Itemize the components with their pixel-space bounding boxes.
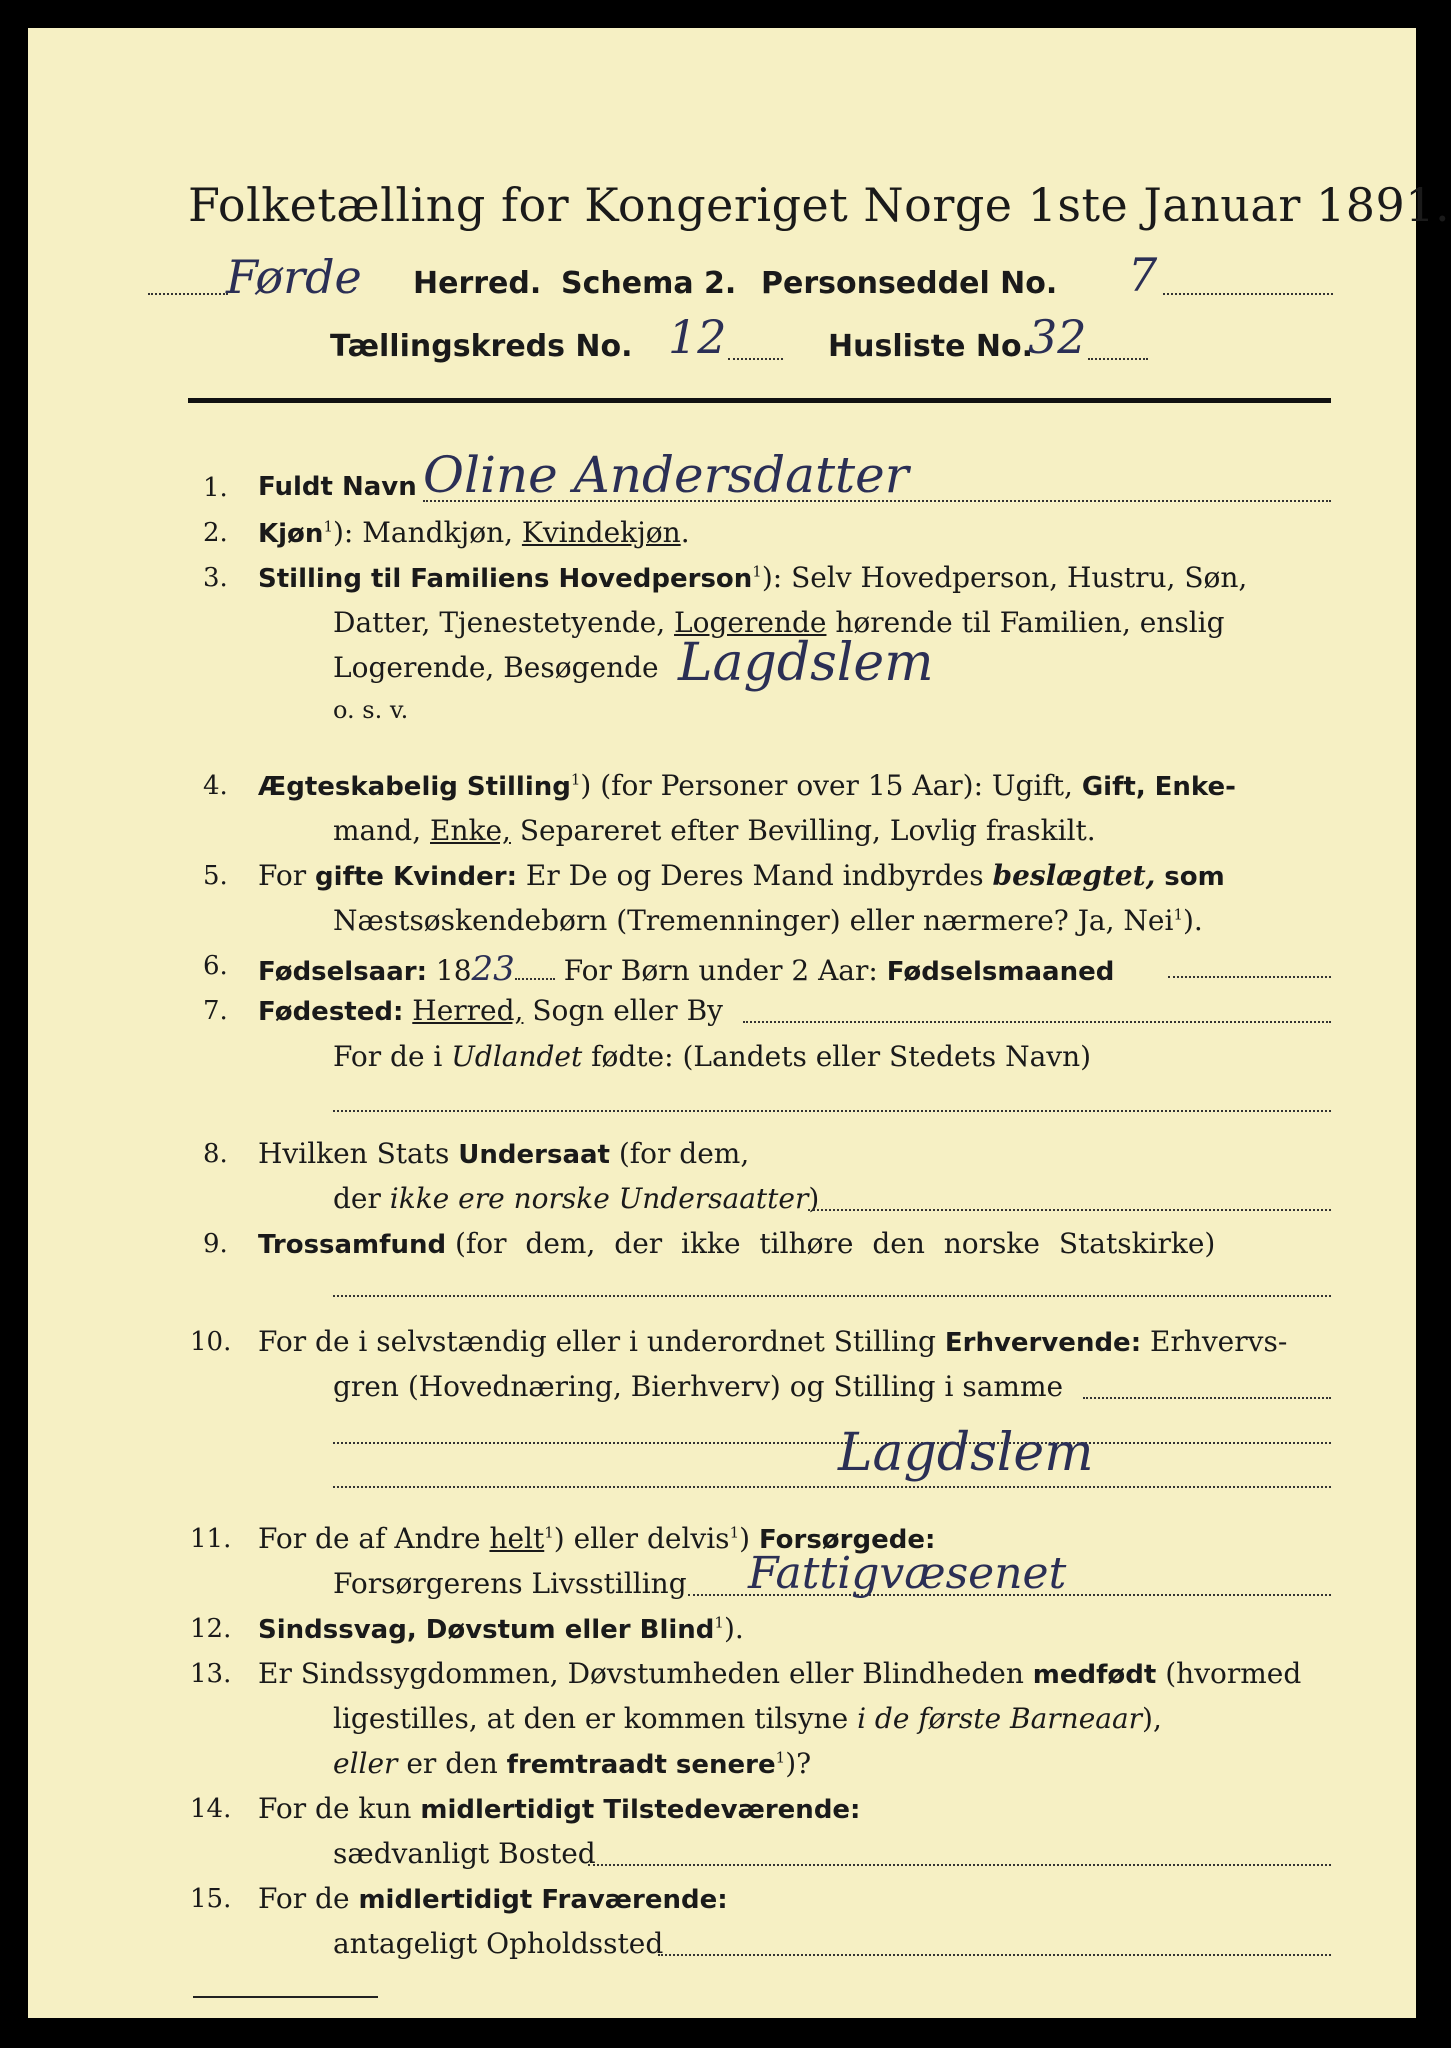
q7-line2b: fødte: (Landets eller Stedets Navn) [591,1040,1092,1073]
q5-italic: beslægtet, [992,859,1156,892]
q6-label2: Fødselsmaaned [886,957,1115,987]
q13-end: )? [785,1747,812,1780]
q3-line2a: Datter, Tjenestetyende, [333,606,666,639]
q4-line2b: Separeret efter Bevilling, Lovlig fraskilt. [519,814,1096,847]
census-form [28,28,1451,2018]
q3-line2b: hørende til Familien, enslig [835,606,1225,639]
q15-number: 15. [190,1884,232,1914]
q15-line2: antageligt Opholdssted [333,1927,664,1960]
q7-choice: Herred, [412,994,524,1027]
q10-label: Erhvervende: [944,1328,1142,1358]
q12-end: ). [723,1612,744,1645]
q8-text1: (for dem, [618,1137,750,1170]
q15-label: midlertidigt Fraværende: [358,1885,728,1915]
footnote-rule [193,1996,378,1998]
q12-sup: 1 [714,1613,724,1632]
q11-line2: Forsørgerens Livsstilling [333,1567,687,1600]
q14-number: 14. [190,1794,232,1824]
q8-line2a: der [333,1182,381,1215]
q4-line2a: mand, [333,814,422,847]
q8-pre: Hvilken Stats [258,1137,450,1170]
q5-label: gifte Kvinder: [315,862,517,892]
q10-line2: gren (Hovednæring, Bierhverv) og Stilling i samme [333,1370,1064,1403]
q9-number: 9. [203,1229,228,1259]
q3-choice: Logerende [674,606,827,639]
q13-text2: (hvormed [1165,1657,1302,1690]
q11-line1: For de af Andre helt$^1$) eller delvis$^1$) Forsørgede: [258,1522,936,1555]
q8-line2 [333,1182,819,1215]
q13-line3 [333,1747,811,1780]
q8-line1 [258,1137,749,1170]
q13-line2a: ligestilles, at den er kommen tilsyne [333,1702,849,1735]
q13-line2 [333,1702,1162,1735]
q2-line [258,516,690,549]
q5-number: 5. [203,861,228,891]
q5-som: som [1164,862,1225,892]
q10-number: 10. [190,1327,232,1357]
q8-line2b: ) [808,1182,820,1215]
kreds-answer: 12 [668,310,727,364]
q1-number: 1. [203,473,228,503]
q9-label: Trossamfund [258,1230,447,1260]
q6-text: For Børn under 2 Aar: [563,954,878,987]
q2-end: . [680,516,690,549]
q14-pre: For de kun [258,1792,412,1825]
husliste-label: Husliste No. [828,329,1033,364]
kreds-label: Tællingskreds No. [330,329,633,364]
q7-text: Sogn eller By [532,994,723,1027]
q13-label: medfødt [1032,1660,1157,1690]
q10-line1 [258,1325,1287,1358]
q4-number: 4. [203,771,228,801]
q7-number: 7. [203,996,228,1026]
q7-line1 [258,994,723,1027]
q15-pre: For de [258,1882,350,1915]
q6-line [258,949,1114,989]
q4-sup: 1 [570,770,581,789]
q3-line3: Logerende, Besøgende [333,651,659,684]
q6-answer: 23 [471,949,515,989]
q8-number: 8. [203,1139,228,1169]
q13-line1 [258,1657,1301,1690]
q7-italic: Udlandet [451,1040,583,1073]
q4-enke-bold: Enke- [1154,772,1236,802]
q12-label: Sindssvag, Døvstum eller Blind [258,1615,715,1645]
q11-mid: ) eller delvis [553,1522,730,1555]
q5-pre: For [258,859,307,892]
q6-number: 6. [203,951,228,981]
q3-line1 [258,561,1247,594]
q6-label: Fødselsaar: [258,957,427,987]
q3-number: 3. [203,563,228,593]
schema-label: Schema 2. [561,266,737,301]
q14-line1 [258,1792,860,1825]
q2-text: ): Mandkjøn, [332,516,514,549]
q9-line [258,1227,1215,1260]
q8-italic: ikke ere norske Undersaatter [389,1182,809,1215]
q4-line2 [333,814,1096,847]
herred-label: Herred. [413,266,542,301]
q13-line2b: ), [1142,1702,1162,1735]
q2-choice: Kvindekjøn [521,516,681,549]
q5-sup: 1 [1173,905,1183,924]
q4-choice: Enke, [430,814,511,847]
q4-line1 [258,769,1236,802]
q2-number: 2. [203,518,228,548]
q13-italic3: eller [333,1747,398,1780]
q13-number: 13. [190,1659,232,1689]
q3-answer: Lagdslem [678,633,934,693]
q11-sup: 1 [544,1523,554,1542]
q5-text1: Er De og Deres Mand indbyrdes [525,859,984,892]
q7-label: Fødested: [258,997,404,1027]
q7-line2a: For de i [333,1040,443,1073]
q14-line2: sædvanligt Bosted [333,1837,596,1870]
q13-sup: 1 [775,1748,786,1767]
q5-end: ). [1182,904,1203,937]
personseddel-answer: 7 [1128,248,1158,302]
q10-text2: Erhvervs- [1150,1325,1288,1358]
q3-label: Stilling til Familiens Hovedperson [258,564,753,594]
q11-sup2: 1 [729,1523,740,1542]
q13-label3: fremtraadt senere [506,1750,776,1780]
q11-helt: helt [489,1522,545,1555]
q11-number: 11. [190,1524,232,1554]
q8-label: Undersaat [458,1140,610,1170]
husliste-answer: 32 [1028,310,1087,364]
q3-line4: o. s. v. [333,696,409,724]
q4-text1: ) (for Personer over 15 Aar): Ugift, [580,769,1073,802]
header-divider [188,398,1331,403]
herred-answer: Førde [226,250,362,304]
q3-sup: 1 [752,562,762,581]
q5-line2 [333,904,1203,937]
q10-text1: For de i selvstændig eller i underordnet Stilling [258,1325,936,1358]
q1-label: Fuldt Navn [258,472,417,502]
q11-label: Forsørgede: [758,1525,936,1555]
personseddel-label: Personseddel No. [761,266,1058,301]
form-title: Folketælling for Kongeriget Norge 1ste Januar 1891. [188,178,1451,232]
q4-gift: Gift, [1081,772,1146,802]
q12-line [258,1612,744,1645]
q2-label: Kjøn [258,519,324,549]
q13-italic2: i de første Barneaar [857,1702,1143,1735]
q4-label: Ægteskabelig Stilling [258,772,571,802]
q2-sup: 1 [323,517,333,536]
q5-line1 [258,859,1225,892]
q5-line2: Næstsøskendebørn (Tremenninger) eller nærmere? Ja, Nei [333,904,1174,937]
q13-text1: Er Sindssygdommen, Døvstumheden eller Blindheden [258,1657,1024,1690]
q14-label: midlertidigt Tilstedeværende: [420,1795,861,1825]
q13-line3a: er den [406,1747,498,1780]
q1-answer: Oline Andersdatter [423,446,909,504]
q11-answer: Fattigvæsenet [748,1548,1067,1599]
q6-prefix: 18 [435,954,472,987]
q15-line1 [258,1882,728,1915]
q3-text1: ): Selv Hovedperson, Hustru, Søn, [761,561,1248,594]
q7-line2 [333,1040,1091,1073]
q11-pre: For de af Andre [258,1522,481,1555]
q10-answer: Lagdslem [838,1423,1094,1483]
q9-text: (for dem, der ikke tilhøre den norske Statskirke) [455,1227,1216,1260]
q12-number: 12. [190,1614,232,1644]
